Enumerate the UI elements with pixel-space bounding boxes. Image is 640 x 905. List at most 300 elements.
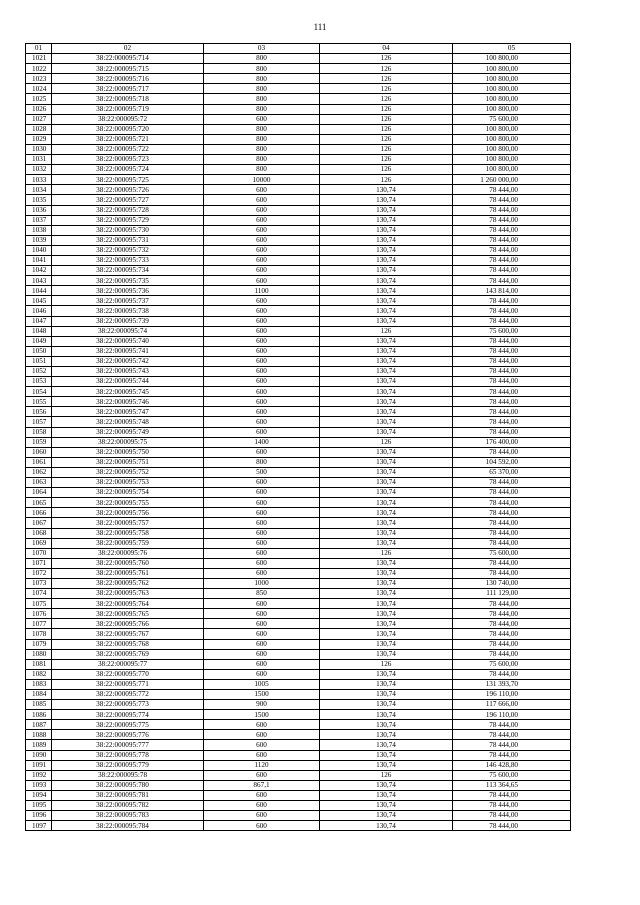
row-number-cell: 1028 (26, 124, 52, 134)
cadastral-number-cell: 38:22:000095:726 (52, 185, 204, 195)
cadastral-number-cell: 38:22:000095:750 (52, 447, 204, 457)
rate-cell: 130,74 (320, 498, 453, 508)
row-number-cell: 1044 (26, 286, 52, 296)
cadastral-number-cell: 38:22:000095:751 (52, 457, 204, 467)
table-row (26, 649, 571, 659)
rate-cell: 126 (320, 114, 453, 124)
row-number-cell: 1094 (26, 790, 52, 800)
table-body (26, 54, 571, 831)
row-number-cell: 1054 (26, 387, 52, 397)
row-number-cell: 1042 (26, 266, 52, 276)
row-number-cell: 1070 (26, 548, 52, 558)
rate-cell: 130,74 (320, 740, 453, 750)
area-cell: 600 (204, 225, 320, 235)
row-number-cell: 1093 (26, 780, 52, 790)
area-cell: 600 (204, 498, 320, 508)
rate-cell: 126 (320, 659, 453, 669)
rate-cell: 130,74 (320, 811, 453, 821)
cadastral-number-cell: 38:22:000095:721 (52, 134, 204, 144)
table-row (26, 457, 571, 467)
cadastral-number-cell: 38:22:000095:739 (52, 316, 204, 326)
area-cell: 600 (204, 417, 320, 427)
column-header: 05 (453, 44, 571, 54)
area-cell: 600 (204, 367, 320, 377)
value-cell: 111 129,00 (453, 589, 571, 599)
row-number-cell: 1080 (26, 649, 52, 659)
row-number-cell: 1033 (26, 175, 52, 185)
row-number-cell: 1062 (26, 467, 52, 477)
row-number-cell: 1047 (26, 316, 52, 326)
value-cell: 78 444,00 (453, 266, 571, 276)
rate-cell: 130,74 (320, 649, 453, 659)
table-row (26, 629, 571, 639)
area-cell: 600 (204, 518, 320, 528)
cadastral-number-cell: 38:22:000095:754 (52, 488, 204, 498)
area-cell: 600 (204, 114, 320, 124)
rate-cell: 130,74 (320, 447, 453, 457)
cadastral-number-cell: 38:22:000095:75 (52, 437, 204, 447)
area-cell: 600 (204, 619, 320, 629)
table-row (26, 245, 571, 255)
rate-cell: 130,74 (320, 467, 453, 477)
cadastral-number-cell: 38:22:000095:716 (52, 74, 204, 84)
area-cell: 867,1 (204, 780, 320, 790)
rate-cell: 130,74 (320, 397, 453, 407)
value-cell: 78 444,00 (453, 740, 571, 750)
cadastral-number-cell: 38:22:000095:736 (52, 286, 204, 296)
area-cell: 600 (204, 235, 320, 245)
row-number-cell: 1058 (26, 427, 52, 437)
rate-cell: 126 (320, 175, 453, 185)
rate-cell: 130,74 (320, 669, 453, 679)
cadastral-number-cell: 38:22:000095:758 (52, 528, 204, 538)
table-row (26, 215, 571, 225)
area-cell: 800 (204, 155, 320, 165)
row-number-cell: 1071 (26, 558, 52, 568)
value-cell: 78 444,00 (453, 336, 571, 346)
row-number-cell: 1082 (26, 669, 52, 679)
cadastral-number-cell: 38:22:000095:747 (52, 407, 204, 417)
table-row (26, 296, 571, 306)
row-number-cell: 1036 (26, 205, 52, 215)
table-row (26, 165, 571, 175)
table-row (26, 266, 571, 276)
value-cell: 78 444,00 (453, 609, 571, 619)
value-cell: 78 444,00 (453, 185, 571, 195)
area-cell: 600 (204, 558, 320, 568)
cadastral-number-cell: 38:22:000095:760 (52, 558, 204, 568)
area-cell: 600 (204, 346, 320, 356)
area-cell: 900 (204, 700, 320, 710)
rate-cell: 126 (320, 94, 453, 104)
registry-table (25, 43, 571, 831)
cadastral-number-cell: 38:22:000095:742 (52, 356, 204, 366)
row-number-cell: 1095 (26, 801, 52, 811)
cadastral-number-cell: 38:22:000095:731 (52, 235, 204, 245)
area-cell: 600 (204, 821, 320, 831)
table-row (26, 185, 571, 195)
rate-cell: 126 (320, 124, 453, 134)
area-cell: 600 (204, 750, 320, 760)
cadastral-number-cell: 38:22:000095:728 (52, 205, 204, 215)
row-number-cell: 1059 (26, 437, 52, 447)
area-cell: 600 (204, 255, 320, 265)
value-cell: 78 444,00 (453, 558, 571, 568)
row-number-cell: 1096 (26, 811, 52, 821)
value-cell: 100 800,00 (453, 94, 571, 104)
row-number-cell: 1023 (26, 74, 52, 84)
rate-cell: 126 (320, 165, 453, 175)
row-number-cell: 1060 (26, 447, 52, 457)
table-row (26, 518, 571, 528)
row-number-cell: 1074 (26, 589, 52, 599)
rate-cell: 130,74 (320, 750, 453, 760)
row-number-cell: 1055 (26, 397, 52, 407)
table-row (26, 407, 571, 417)
table-row (26, 74, 571, 84)
value-cell: 146 428,80 (453, 760, 571, 770)
table-row (26, 790, 571, 800)
rate-cell: 130,74 (320, 488, 453, 498)
row-number-cell: 1051 (26, 356, 52, 366)
table-row (26, 639, 571, 649)
cadastral-number-cell: 38:22:000095:762 (52, 578, 204, 588)
rate-cell: 130,74 (320, 538, 453, 548)
area-cell: 1500 (204, 690, 320, 700)
value-cell: 78 444,00 (453, 518, 571, 528)
row-number-cell: 1050 (26, 346, 52, 356)
rate-cell: 126 (320, 64, 453, 74)
table-row (26, 528, 571, 538)
table-row (26, 356, 571, 366)
table-row (26, 437, 571, 447)
cadastral-number-cell: 38:22:000095:719 (52, 104, 204, 114)
cadastral-number-cell: 38:22:000095:741 (52, 346, 204, 356)
rate-cell: 130,74 (320, 427, 453, 437)
row-number-cell: 1085 (26, 700, 52, 710)
cadastral-number-cell: 38:22:000095:774 (52, 710, 204, 720)
cadastral-number-cell: 38:22:000095:777 (52, 740, 204, 750)
value-cell: 100 800,00 (453, 134, 571, 144)
row-number-cell: 1066 (26, 508, 52, 518)
area-cell: 800 (204, 134, 320, 144)
cadastral-number-cell: 38:22:000095:782 (52, 801, 204, 811)
cadastral-number-cell: 38:22:000095:733 (52, 255, 204, 265)
row-number-cell: 1035 (26, 195, 52, 205)
value-cell: 75 600,00 (453, 659, 571, 669)
value-cell: 1 260 000,00 (453, 175, 571, 185)
value-cell: 78 444,00 (453, 235, 571, 245)
row-number-cell: 1061 (26, 457, 52, 467)
area-cell: 600 (204, 801, 320, 811)
value-cell: 78 444,00 (453, 306, 571, 316)
value-cell: 78 444,00 (453, 498, 571, 508)
area-cell: 600 (204, 508, 320, 518)
row-number-cell: 1041 (26, 255, 52, 265)
rate-cell: 130,74 (320, 700, 453, 710)
area-cell: 600 (204, 215, 320, 225)
cadastral-number-cell: 38:22:000095:753 (52, 478, 204, 488)
rate-cell: 126 (320, 326, 453, 336)
area-cell: 600 (204, 488, 320, 498)
cadastral-number-cell: 38:22:000095:780 (52, 780, 204, 790)
value-cell: 78 444,00 (453, 568, 571, 578)
cadastral-number-cell: 38:22:000095:748 (52, 417, 204, 427)
row-number-cell: 1024 (26, 84, 52, 94)
value-cell: 75 600,00 (453, 114, 571, 124)
row-number-cell: 1040 (26, 245, 52, 255)
table-row (26, 690, 571, 700)
table-row (26, 538, 571, 548)
value-cell: 78 444,00 (453, 821, 571, 831)
value-cell: 78 444,00 (453, 750, 571, 760)
rate-cell: 130,74 (320, 356, 453, 366)
row-number-cell: 1046 (26, 306, 52, 316)
rate-cell: 130,74 (320, 599, 453, 609)
cadastral-number-cell: 38:22:000095:76 (52, 548, 204, 558)
value-cell: 78 444,00 (453, 356, 571, 366)
area-cell: 800 (204, 124, 320, 134)
area-cell: 800 (204, 104, 320, 114)
value-cell: 196 110,00 (453, 710, 571, 720)
value-cell: 78 444,00 (453, 255, 571, 265)
cadastral-number-cell: 38:22:000095:735 (52, 276, 204, 286)
table-row (26, 175, 571, 185)
rate-cell: 126 (320, 74, 453, 84)
rate-cell: 130,74 (320, 639, 453, 649)
row-number-cell: 1039 (26, 235, 52, 245)
rate-cell: 130,74 (320, 801, 453, 811)
cadastral-number-cell: 38:22:000095:743 (52, 367, 204, 377)
row-number-cell: 1079 (26, 639, 52, 649)
value-cell: 78 444,00 (453, 215, 571, 225)
cadastral-number-cell: 38:22:000095:730 (52, 225, 204, 235)
area-cell: 800 (204, 84, 320, 94)
rate-cell: 126 (320, 54, 453, 64)
area-cell: 600 (204, 528, 320, 538)
table-row (26, 780, 571, 790)
cadastral-number-cell: 38:22:000095:722 (52, 144, 204, 154)
rate-cell: 130,74 (320, 821, 453, 831)
row-number-cell: 1073 (26, 578, 52, 588)
cadastral-number-cell: 38:22:000095:772 (52, 690, 204, 700)
table-row (26, 397, 571, 407)
value-cell: 78 444,00 (453, 377, 571, 387)
rate-cell: 130,74 (320, 407, 453, 417)
table-row (26, 548, 571, 558)
row-number-cell: 1087 (26, 720, 52, 730)
row-number-cell: 1068 (26, 528, 52, 538)
table-row (26, 488, 571, 498)
area-cell: 600 (204, 387, 320, 397)
table-row (26, 498, 571, 508)
table-row (26, 94, 571, 104)
table-row (26, 346, 571, 356)
value-cell: 78 444,00 (453, 397, 571, 407)
cadastral-number-cell: 38:22:000095:767 (52, 629, 204, 639)
row-number-cell: 1069 (26, 538, 52, 548)
table-row (26, 84, 571, 94)
row-number-cell: 1045 (26, 296, 52, 306)
cadastral-number-cell: 38:22:000095:773 (52, 700, 204, 710)
cadastral-number-cell: 38:22:000095:781 (52, 790, 204, 800)
page-number: 111 (313, 22, 327, 32)
cadastral-number-cell: 38:22:000095:749 (52, 427, 204, 437)
value-cell: 100 800,00 (453, 144, 571, 154)
table-row (26, 205, 571, 215)
table-row (26, 377, 571, 387)
area-cell: 850 (204, 589, 320, 599)
area-cell: 600 (204, 276, 320, 286)
area-cell: 1000 (204, 578, 320, 588)
row-number-cell: 1084 (26, 690, 52, 700)
table-row (26, 770, 571, 780)
area-cell: 600 (204, 427, 320, 437)
table-row (26, 679, 571, 689)
row-number-cell: 1032 (26, 165, 52, 175)
cadastral-number-cell: 38:22:000095:737 (52, 296, 204, 306)
value-cell: 78 444,00 (453, 417, 571, 427)
value-cell: 130 740,00 (453, 578, 571, 588)
area-cell: 1400 (204, 437, 320, 447)
row-number-cell: 1026 (26, 104, 52, 114)
value-cell: 131 393,70 (453, 679, 571, 689)
rate-cell: 130,74 (320, 528, 453, 538)
rate-cell: 130,74 (320, 568, 453, 578)
rate-cell: 126 (320, 144, 453, 154)
rate-cell: 130,74 (320, 346, 453, 356)
area-cell: 600 (204, 720, 320, 730)
rate-cell: 130,74 (320, 225, 453, 235)
area-cell: 600 (204, 447, 320, 457)
row-number-cell: 1027 (26, 114, 52, 124)
column-header: 04 (320, 44, 453, 54)
table-row (26, 336, 571, 346)
rate-cell: 130,74 (320, 790, 453, 800)
value-cell: 78 444,00 (453, 488, 571, 498)
cadastral-number-cell: 38:22:000095:759 (52, 538, 204, 548)
row-number-cell: 1072 (26, 568, 52, 578)
area-cell: 600 (204, 245, 320, 255)
rate-cell: 130,74 (320, 578, 453, 588)
table-row (26, 619, 571, 629)
value-cell: 78 444,00 (453, 427, 571, 437)
table-row (26, 155, 571, 165)
row-number-cell: 1022 (26, 64, 52, 74)
value-cell: 75 600,00 (453, 326, 571, 336)
cadastral-number-cell: 38:22:000095:744 (52, 377, 204, 387)
value-cell: 117 666,00 (453, 700, 571, 710)
value-cell: 78 444,00 (453, 730, 571, 740)
value-cell: 196 110,00 (453, 690, 571, 700)
rate-cell: 130,74 (320, 760, 453, 770)
table-row (26, 811, 571, 821)
value-cell: 75 600,00 (453, 770, 571, 780)
cadastral-number-cell: 38:22:000095:755 (52, 498, 204, 508)
area-cell: 800 (204, 94, 320, 104)
area-cell: 800 (204, 54, 320, 64)
value-cell: 78 444,00 (453, 276, 571, 286)
area-cell: 600 (204, 195, 320, 205)
value-cell: 78 444,00 (453, 316, 571, 326)
area-cell: 600 (204, 639, 320, 649)
area-cell: 600 (204, 478, 320, 488)
table-row (26, 740, 571, 750)
table-row (26, 195, 571, 205)
cadastral-number-cell: 38:22:000095:778 (52, 750, 204, 760)
table-row (26, 700, 571, 710)
area-cell: 600 (204, 356, 320, 366)
value-cell: 78 444,00 (453, 296, 571, 306)
cadastral-number-cell: 38:22:000095:746 (52, 397, 204, 407)
area-cell: 600 (204, 568, 320, 578)
rate-cell: 130,74 (320, 609, 453, 619)
table-row (26, 568, 571, 578)
area-cell: 600 (204, 629, 320, 639)
value-cell: 100 800,00 (453, 64, 571, 74)
row-number-cell: 1097 (26, 821, 52, 831)
rate-cell: 130,74 (320, 235, 453, 245)
value-cell: 143 814,00 (453, 286, 571, 296)
row-number-cell: 1092 (26, 770, 52, 780)
table-row (26, 316, 571, 326)
value-cell: 75 600,00 (453, 548, 571, 558)
table-row (26, 467, 571, 477)
cadastral-number-cell: 38:22:000095:771 (52, 679, 204, 689)
table-row (26, 760, 571, 770)
table-row (26, 114, 571, 124)
value-cell: 78 444,00 (453, 346, 571, 356)
cadastral-number-cell: 38:22:000095:752 (52, 467, 204, 477)
rate-cell: 130,74 (320, 417, 453, 427)
cadastral-number-cell: 38:22:000095:765 (52, 609, 204, 619)
rate-cell: 130,74 (320, 195, 453, 205)
table-row (26, 64, 571, 74)
table-row (26, 54, 571, 64)
cadastral-number-cell: 38:22:000095:740 (52, 336, 204, 346)
cadastral-number-cell: 38:22:000095:77 (52, 659, 204, 669)
table-row (26, 801, 571, 811)
rate-cell: 130,74 (320, 387, 453, 397)
value-cell: 78 444,00 (453, 720, 571, 730)
value-cell: 78 444,00 (453, 811, 571, 821)
row-number-cell: 1031 (26, 155, 52, 165)
rate-cell: 130,74 (320, 679, 453, 689)
cadastral-number-cell: 38:22:000095:783 (52, 811, 204, 821)
value-cell: 78 444,00 (453, 619, 571, 629)
rate-cell: 130,74 (320, 457, 453, 467)
rate-cell: 130,74 (320, 336, 453, 346)
rate-cell: 130,74 (320, 518, 453, 528)
value-cell: 78 444,00 (453, 245, 571, 255)
rate-cell: 130,74 (320, 558, 453, 568)
area-cell: 600 (204, 538, 320, 548)
table-row (26, 478, 571, 488)
row-number-cell: 1021 (26, 54, 52, 64)
table-row (26, 104, 571, 114)
rate-cell: 126 (320, 104, 453, 114)
rate-cell: 130,74 (320, 780, 453, 790)
rate-cell: 130,74 (320, 276, 453, 286)
area-cell: 600 (204, 397, 320, 407)
area-cell: 800 (204, 457, 320, 467)
area-cell: 600 (204, 316, 320, 326)
value-cell: 65 370,00 (453, 467, 571, 477)
rate-cell: 130,74 (320, 619, 453, 629)
row-number-cell: 1053 (26, 377, 52, 387)
row-number-cell: 1048 (26, 326, 52, 336)
table-row (26, 508, 571, 518)
